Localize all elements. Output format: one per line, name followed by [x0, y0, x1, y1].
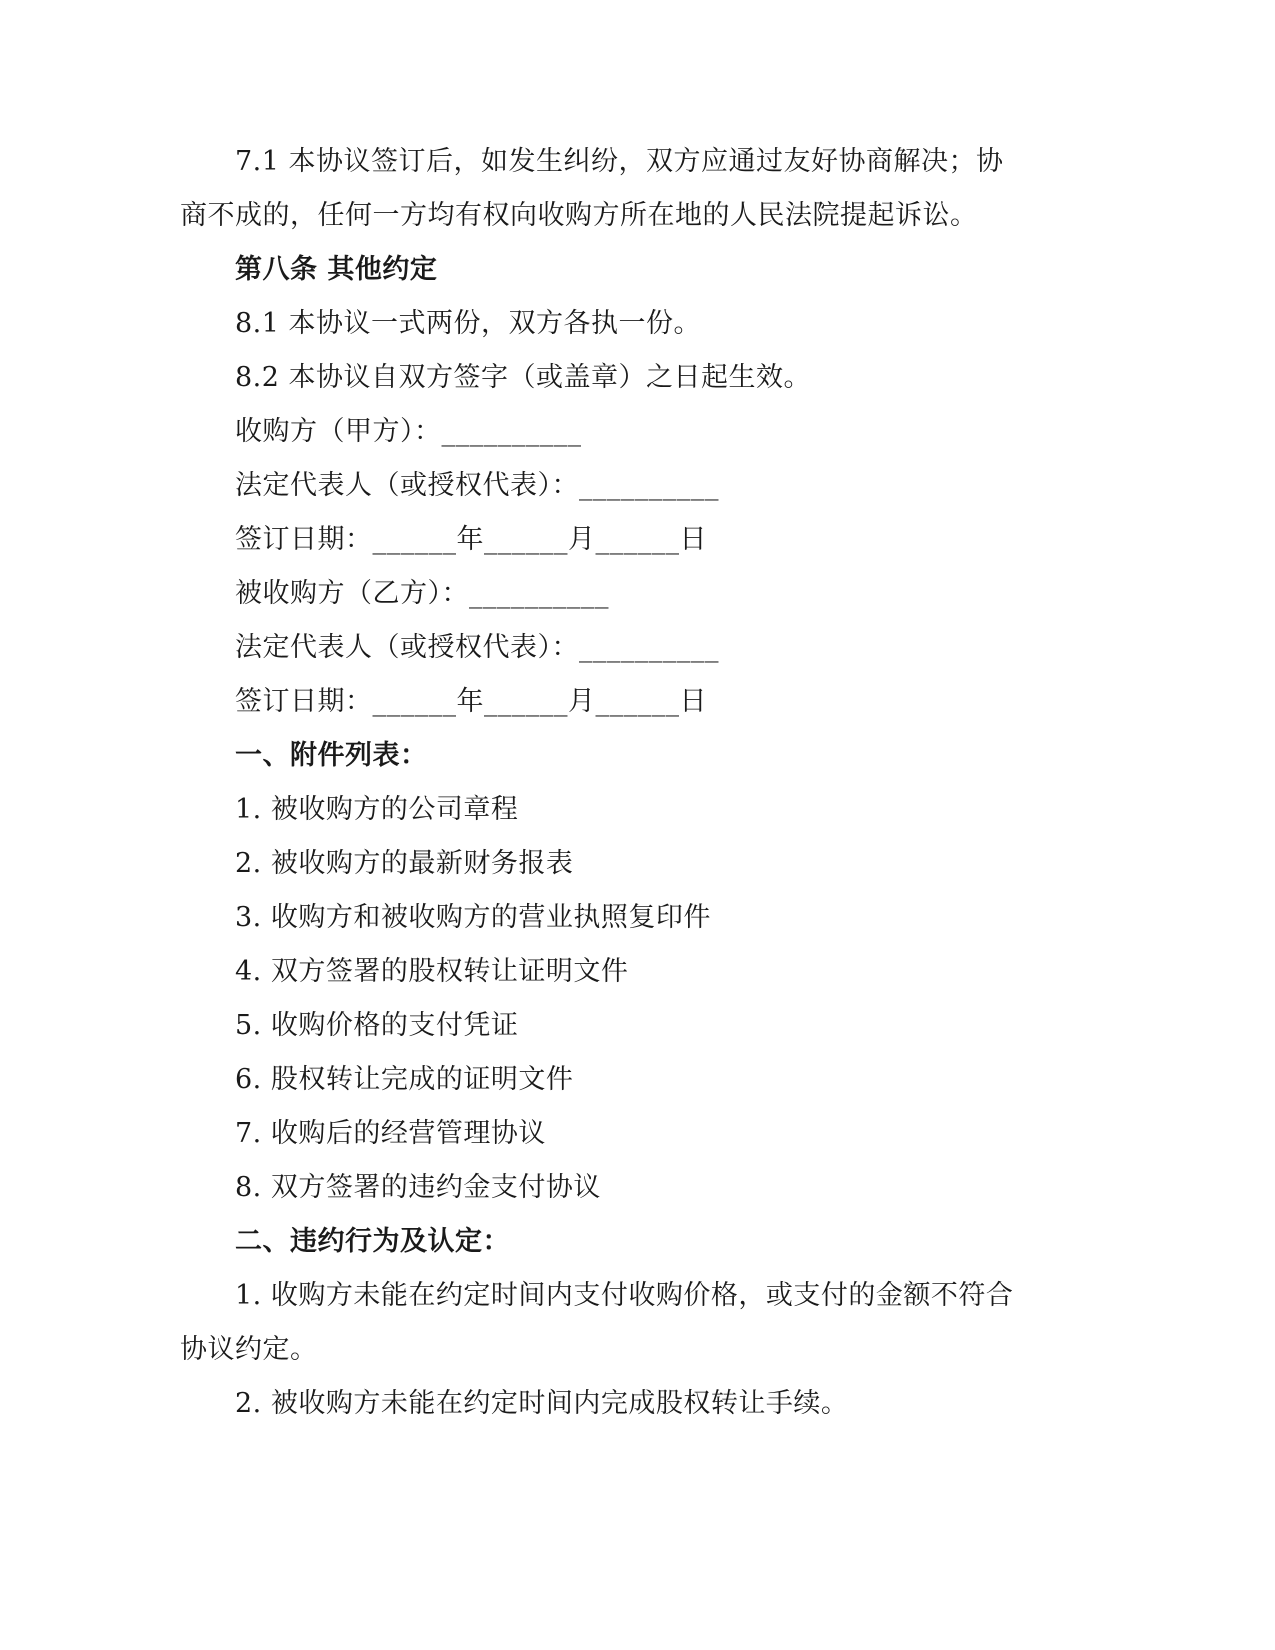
attachment-item: 1. 被收购方的公司章程: [235, 794, 519, 825]
attachment-item: 4. 双方签署的股权转让证明文件: [235, 956, 629, 987]
signature-target-date: 签订日期：______年______月______日: [235, 686, 707, 717]
clause-8-1: 8.1 本协议一式两份，双方各执一份。: [235, 308, 702, 339]
breach-1-line-2: 协议约定。: [180, 1334, 318, 1365]
signature-acquirer-date: 签订日期：______年______月______日: [235, 524, 707, 555]
breach-2: 2. 被收购方未能在约定时间内完成股权转让手续。: [235, 1388, 849, 1419]
signature-acquirer: 收购方（甲方）：__________: [235, 416, 582, 447]
breach-1-line-1: 1. 收购方未能在约定时间内支付收购价格，或支付的金额不符合: [235, 1280, 1014, 1311]
attachment-item: 8. 双方签署的违约金支付协议: [235, 1172, 601, 1203]
attachment-item: 5. 收购价格的支付凭证: [235, 1010, 519, 1041]
signature-target-rep: 法定代表人（或授权代表）：__________: [235, 632, 719, 663]
attachment-item: 3. 收购方和被收购方的营业执照复印件: [235, 902, 711, 933]
clause-7-1-line-2: 商不成的，任何一方均有权向收购方所在地的人民法院提起诉讼。: [180, 200, 978, 231]
article-8-heading: 第八条 其他约定: [235, 254, 438, 285]
clause-8-2: 8.2 本协议自双方签字（或盖章）之日起生效。: [235, 362, 812, 393]
attachment-item: 6. 股权转让完成的证明文件: [235, 1064, 574, 1095]
signature-acquirer-rep: 法定代表人（或授权代表）：__________: [235, 470, 719, 501]
signature-target: 被收购方（乙方）：__________: [235, 578, 609, 609]
attachment-item: 7. 收购后的经营管理协议: [235, 1118, 546, 1149]
attachments-heading: 一、附件列表：: [235, 740, 428, 771]
breach-heading: 二、违约行为及认定：: [235, 1226, 510, 1257]
attachment-item: 2. 被收购方的最新财务报表: [235, 848, 574, 879]
clause-7-1-line-1: 7.1 本协议签订后，如发生纠纷，双方应通过友好协商解决；协: [235, 146, 1004, 177]
